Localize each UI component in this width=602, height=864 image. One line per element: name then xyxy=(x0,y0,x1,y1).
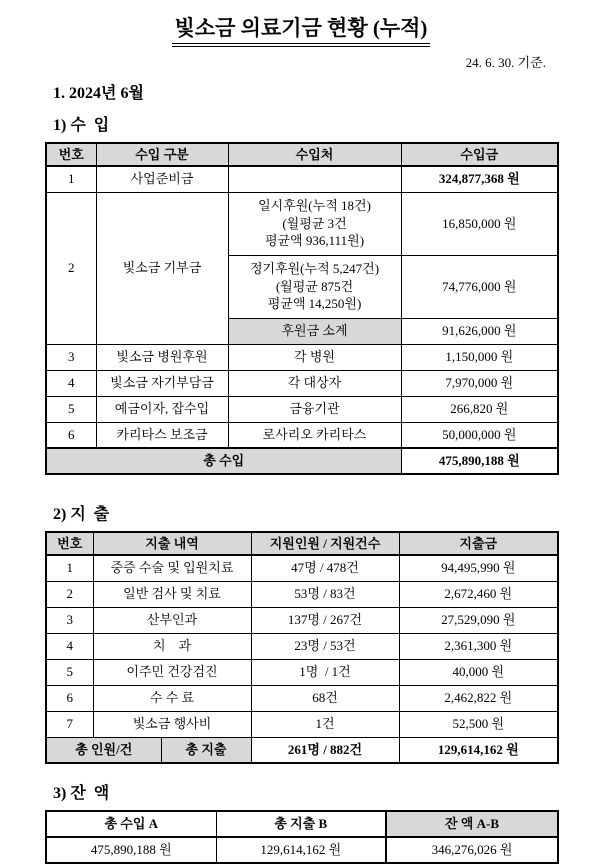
expense-header-amount: 지출금 xyxy=(399,532,558,555)
expense-amount: 40,000 원 xyxy=(399,659,558,685)
income-total-label: 총 수입 xyxy=(46,448,401,474)
expense-header-row xyxy=(46,532,558,555)
expense-detail: 빛소금 행사비 xyxy=(93,711,251,737)
expense-no: 4 xyxy=(46,633,93,659)
income-row4-source: 각 대상자 xyxy=(228,370,401,396)
income-row1-category: 사업준비금 xyxy=(96,166,228,192)
expense-amount: 52,500 원 xyxy=(399,711,558,737)
once-line3: 평균액 936,111원) xyxy=(264,233,365,249)
income-total-row xyxy=(46,448,558,474)
expense-no: 1 xyxy=(46,555,93,581)
expense-count: 53명 / 83건 xyxy=(251,581,399,607)
balance-table xyxy=(45,810,559,864)
balance-header-balance: 잔 액 A-B xyxy=(386,811,558,837)
month-heading: 1. 2024년 6월 xyxy=(53,85,144,102)
income-row5-no: 5 xyxy=(46,396,96,422)
income-row6-amount: 50,000,000 원 xyxy=(401,422,558,448)
table-row xyxy=(46,711,558,737)
expense-detail: 치 과 xyxy=(93,633,251,659)
table-row xyxy=(46,370,558,396)
income-row1-source xyxy=(228,166,401,192)
expense-footer-row xyxy=(46,737,558,763)
balance-income-value: 475,890,188 원 xyxy=(46,837,216,863)
balance-header-expense: 총 지출 B xyxy=(216,811,386,837)
income-row4-category: 빛소금 자기부담금 xyxy=(96,370,228,396)
expense-header-no: 번호 xyxy=(46,532,93,555)
income-row2-regular-source xyxy=(228,255,401,318)
income-row6-no: 6 xyxy=(46,422,96,448)
income-header-row xyxy=(46,143,558,166)
expense-header-count: 지원인원 / 지원건수 xyxy=(251,532,399,555)
date-note: 24. 6. 30. 기준. xyxy=(465,55,546,70)
expense-no: 5 xyxy=(46,659,93,685)
expense-footer-count: 261명 / 882건 xyxy=(251,737,399,763)
income-header-source: 수입처 xyxy=(228,143,401,166)
income-section-heading: 1) 수 입 xyxy=(53,117,110,134)
income-subtotal-label: 후원금 소계 xyxy=(228,318,401,344)
balance-section-heading: 3) 잔 액 xyxy=(53,785,110,802)
income-row4-amount: 7,970,000 원 xyxy=(401,370,558,396)
table-row xyxy=(46,555,558,581)
expense-count: 1명 / 1건 xyxy=(251,659,399,685)
income-row2-once-amount: 16,850,000 원 xyxy=(401,192,558,255)
once-line1: 일시후원(누적 18건) xyxy=(258,198,371,214)
expense-table xyxy=(45,531,559,764)
expense-amount: 2,672,460 원 xyxy=(399,581,558,607)
income-row2-no: 2 xyxy=(46,192,96,344)
table-row xyxy=(46,607,558,633)
table-row xyxy=(46,581,558,607)
regular-line1: 정기후원(누적 5,247건) xyxy=(249,261,380,277)
regular-line3: 평균액 14,250원) xyxy=(267,296,362,312)
title-row xyxy=(0,0,602,47)
expense-count: 137명 / 267건 xyxy=(251,607,399,633)
income-row3-no: 3 xyxy=(46,344,96,370)
expense-amount: 94,495,990 원 xyxy=(399,555,558,581)
expense-no: 2 xyxy=(46,581,93,607)
income-row2-regular-amount: 74,776,000 원 xyxy=(401,255,558,318)
expense-header-detail: 지출 내역 xyxy=(93,532,251,555)
expense-section-heading: 2) 지 출 xyxy=(53,506,110,523)
income-table xyxy=(45,142,559,475)
income-header-amount: 수입금 xyxy=(401,143,558,166)
table-row xyxy=(46,659,558,685)
expense-footer-label-right: 총 지출 xyxy=(161,737,251,763)
expense-footer-label-left: 총 인원/건 xyxy=(46,737,161,763)
income-header-category: 수입 구분 xyxy=(96,143,228,166)
income-header-no: 번호 xyxy=(46,143,96,166)
balance-header-income: 총 수입 A xyxy=(46,811,216,837)
income-row5-source: 금융기관 xyxy=(228,396,401,422)
income-row5-amount: 266,820 원 xyxy=(401,396,558,422)
income-total-amount: 475,890,188 원 xyxy=(401,448,558,474)
document-title: 빛소금 의료기금 현황 (누적) xyxy=(172,12,431,47)
income-row2-once-source xyxy=(228,192,401,255)
income-row4-no: 4 xyxy=(46,370,96,396)
table-row xyxy=(46,685,558,711)
balance-balance-value: 346,276,026 원 xyxy=(386,837,558,863)
expense-count: 23명 / 53건 xyxy=(251,633,399,659)
expense-detail: 일반 검사 및 치료 xyxy=(93,581,251,607)
expense-footer-amount: 129,614,162 원 xyxy=(399,737,558,763)
table-row xyxy=(46,344,558,370)
regular-line2: (월평균 875건 xyxy=(275,278,354,294)
balance-expense-value: 129,614,162 원 xyxy=(216,837,386,863)
expense-no: 6 xyxy=(46,685,93,711)
income-row6-category: 카리타스 보조금 xyxy=(96,422,228,448)
expense-count: 47명 / 478건 xyxy=(251,555,399,581)
expense-detail: 중증 수술 및 입원치료 xyxy=(93,555,251,581)
once-line2: (월평균 3건 xyxy=(282,215,347,231)
table-row xyxy=(46,422,558,448)
expense-amount: 2,462,822 원 xyxy=(399,685,558,711)
income-row3-amount: 1,150,000 원 xyxy=(401,344,558,370)
income-row1-amount: 324,877,368 원 xyxy=(401,166,558,192)
expense-count: 68건 xyxy=(251,685,399,711)
income-row1-no: 1 xyxy=(46,166,96,192)
expense-amount: 27,529,090 원 xyxy=(399,607,558,633)
table-row xyxy=(46,192,558,255)
income-row6-source: 로사리오 카리타스 xyxy=(228,422,401,448)
table-row xyxy=(46,166,558,192)
balance-header-row xyxy=(46,811,558,837)
income-row2-category: 빛소금 기부금 xyxy=(96,192,228,344)
expense-no: 7 xyxy=(46,711,93,737)
table-row xyxy=(46,633,558,659)
expense-detail: 수 수 료 xyxy=(93,685,251,711)
expense-no: 3 xyxy=(46,607,93,633)
income-subtotal-amount: 91,626,000 원 xyxy=(401,318,558,344)
income-row3-category: 빛소금 병원후원 xyxy=(96,344,228,370)
income-row5-category: 예금이자, 잡수입 xyxy=(96,396,228,422)
balance-value-row xyxy=(46,837,558,863)
expense-amount: 2,361,300 원 xyxy=(399,633,558,659)
expense-detail: 산부인과 xyxy=(93,607,251,633)
expense-count: 1건 xyxy=(251,711,399,737)
income-row3-source: 각 병원 xyxy=(228,344,401,370)
table-row xyxy=(46,396,558,422)
expense-detail: 이주민 건강검진 xyxy=(93,659,251,685)
